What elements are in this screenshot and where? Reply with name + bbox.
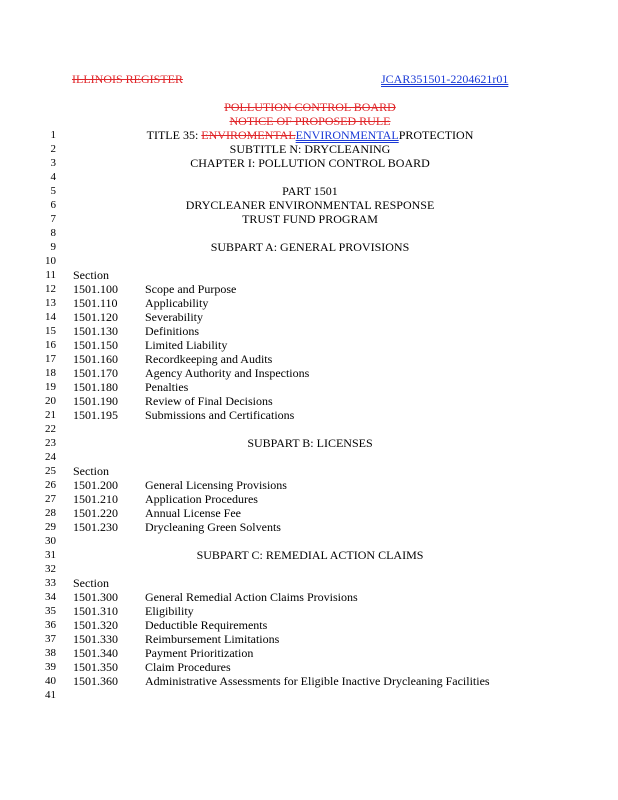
- section-row: [0, 478, 618, 492]
- line-number: 8: [50, 227, 56, 239]
- line-number: 31: [45, 549, 56, 561]
- section-row: [0, 618, 618, 632]
- section-number: 1501.330: [73, 632, 118, 646]
- section-title: Applicability: [145, 296, 209, 310]
- line-number: 2: [50, 143, 56, 155]
- section-title: Scope and Purpose: [145, 282, 237, 296]
- section-title: Payment Prioritization: [145, 646, 254, 660]
- section-number: 1501.300: [73, 590, 118, 604]
- section-number: 1501.340: [73, 646, 118, 660]
- section-row: [0, 338, 618, 352]
- line: [0, 688, 618, 702]
- line: [0, 254, 618, 268]
- part-number: PART 1501: [282, 184, 338, 198]
- line: [0, 156, 618, 170]
- section-number: 1501.320: [73, 618, 118, 632]
- section-title: Eligibility: [145, 604, 194, 618]
- line: [0, 436, 618, 450]
- line-number: 28: [45, 507, 56, 519]
- section-number: 1501.130: [73, 324, 118, 338]
- section-title: Drycleaning Green Solvents: [145, 520, 281, 534]
- title-line: [80, 128, 540, 142]
- line: [0, 576, 618, 590]
- line-number: 14: [45, 311, 56, 323]
- line-number: 32: [45, 563, 56, 575]
- section-title: Limited Liability: [145, 338, 228, 352]
- subpart-heading: SUBPART B: LICENSES: [247, 436, 373, 450]
- line-number: 24: [45, 451, 56, 463]
- notice-board: POLLUTION CONTROL BOARD: [224, 100, 396, 114]
- line: [0, 142, 618, 156]
- section-number: 1501.210: [73, 492, 118, 506]
- line-number: 20: [45, 395, 56, 407]
- line: [0, 198, 618, 212]
- line: [0, 464, 618, 478]
- section-number: 1501.120: [73, 310, 118, 324]
- register-header: ILLINOIS REGISTER: [72, 72, 183, 86]
- line-number: 9: [50, 241, 56, 253]
- section-number: 1501.110: [73, 296, 118, 310]
- section-row: [0, 674, 618, 688]
- line: [0, 450, 618, 464]
- section-title: Recordkeeping and Audits: [145, 352, 273, 366]
- section-number: 1501.195: [73, 408, 118, 422]
- line-number: 17: [45, 353, 56, 365]
- section-title: Definitions: [145, 324, 199, 338]
- line: [0, 170, 618, 184]
- section-row: [0, 352, 618, 366]
- line-number: 1: [50, 129, 56, 141]
- line: [0, 212, 618, 226]
- line-number: 40: [45, 675, 56, 687]
- line-number: 4: [50, 171, 56, 183]
- line-number: 36: [45, 619, 56, 631]
- section-number: 1501.230: [73, 520, 118, 534]
- section-label: Section: [73, 576, 109, 590]
- section-row: [0, 380, 618, 394]
- line: [0, 562, 618, 576]
- subtitle: SUBTITLE N: DRYCLEANING: [229, 142, 391, 156]
- line-number: 26: [45, 479, 56, 491]
- line: [0, 548, 618, 562]
- subpart-heading: SUBPART C: REMEDIAL ACTION CLAIMS: [196, 548, 424, 562]
- title-prefix: TITLE 35:: [146, 128, 199, 142]
- section-row: [0, 590, 618, 604]
- section-row: [0, 646, 618, 660]
- document-id: JCAR351501-2204621r01: [381, 72, 509, 86]
- section-number: 1501.180: [73, 380, 118, 394]
- section-row: [0, 310, 618, 324]
- section-row: [0, 520, 618, 534]
- section-title: Agency Authority and Inspections: [145, 366, 310, 380]
- line-number: 39: [45, 661, 56, 673]
- line-number: 22: [45, 423, 56, 435]
- line-number: 13: [45, 297, 56, 309]
- line-number: 41: [45, 689, 56, 701]
- section-label: Section: [73, 268, 109, 282]
- section-title: Claim Procedures: [145, 660, 231, 674]
- line-number: 6: [50, 199, 56, 211]
- section-number: 1501.150: [73, 338, 118, 352]
- line-number: 15: [45, 325, 56, 337]
- line-number: 7: [50, 213, 56, 225]
- part-title-2: TRUST FUND PROGRAM: [242, 212, 378, 226]
- section-title: Deductible Requirements: [145, 618, 268, 632]
- line-number: 25: [45, 465, 56, 477]
- section-title: Review of Final Decisions: [145, 394, 273, 408]
- line-number: 38: [45, 647, 56, 659]
- line-number: 21: [45, 409, 56, 421]
- section-row: [0, 492, 618, 506]
- notice-proposed-line: [0, 114, 618, 128]
- section-row: [0, 296, 618, 310]
- title-inserted: ENVIRONMENTAL: [295, 128, 399, 142]
- chapter: CHAPTER I: POLLUTION CONTROL BOARD: [190, 156, 430, 170]
- section-row: [0, 366, 618, 380]
- subpart-heading: SUBPART A: GENERAL PROVISIONS: [210, 240, 410, 254]
- section-title: Penalties: [145, 380, 189, 394]
- line-number: 37: [45, 633, 56, 645]
- line-number: 18: [45, 367, 56, 379]
- line-number: 30: [45, 535, 56, 547]
- line-number: 12: [45, 283, 56, 295]
- line-number: 35: [45, 605, 56, 617]
- section-number: 1501.310: [73, 604, 118, 618]
- line-number: 19: [45, 381, 56, 393]
- section-title: Severability: [145, 310, 203, 324]
- title-deleted: ENVIROMENTAL: [201, 128, 296, 142]
- section-label: Section: [73, 464, 109, 478]
- section-number: 1501.360: [73, 674, 118, 688]
- part-title-1: DRYCLEANER ENVIRONMENTAL RESPONSE: [185, 198, 435, 212]
- notice-board-line: [0, 100, 618, 114]
- line: [0, 268, 618, 282]
- line: [0, 534, 618, 548]
- section-number: 1501.160: [73, 352, 118, 366]
- line-number: 11: [45, 269, 56, 281]
- section-title: Submissions and Certifications: [145, 408, 295, 422]
- section-row: [0, 282, 618, 296]
- section-row: [0, 506, 618, 520]
- section-row: [0, 408, 618, 422]
- section-title: Administrative Assessments for Eligible Inactive Drycleaning Facilities: [145, 674, 490, 688]
- line-number: 10: [45, 255, 56, 267]
- section-row: [0, 394, 618, 408]
- notice-proposed: NOTICE OF PROPOSED RULE: [229, 114, 391, 128]
- line-number: 27: [45, 493, 56, 505]
- section-number: 1501.220: [73, 506, 118, 520]
- section-title: Reimbursement Limitations: [145, 632, 280, 646]
- section-row: [0, 604, 618, 618]
- line: [0, 226, 618, 240]
- line-number: 3: [50, 157, 56, 169]
- title-suffix: PROTECTION: [398, 128, 474, 142]
- section-number: 1501.170: [73, 366, 118, 380]
- section-row: [0, 324, 618, 338]
- section-number: 1501.200: [73, 478, 118, 492]
- section-title: General Licensing Provisions: [145, 478, 287, 492]
- line-number: 5: [50, 185, 56, 197]
- line: [0, 128, 618, 142]
- section-title: General Remedial Action Claims Provisions: [145, 590, 358, 604]
- line: [0, 422, 618, 436]
- section-row: [0, 632, 618, 646]
- section-number: 1501.100: [73, 282, 118, 296]
- line: [0, 240, 618, 254]
- line-number: 23: [45, 437, 56, 449]
- section-title: Application Procedures: [145, 492, 258, 506]
- line-number: 16: [45, 339, 56, 351]
- section-number: 1501.350: [73, 660, 118, 674]
- line: [0, 184, 618, 198]
- section-number: 1501.190: [73, 394, 118, 408]
- line-number: 33: [45, 577, 56, 589]
- line-number: 29: [45, 521, 56, 533]
- section-title: Annual License Fee: [145, 506, 241, 520]
- line-number: 34: [45, 591, 56, 603]
- section-row: [0, 660, 618, 674]
